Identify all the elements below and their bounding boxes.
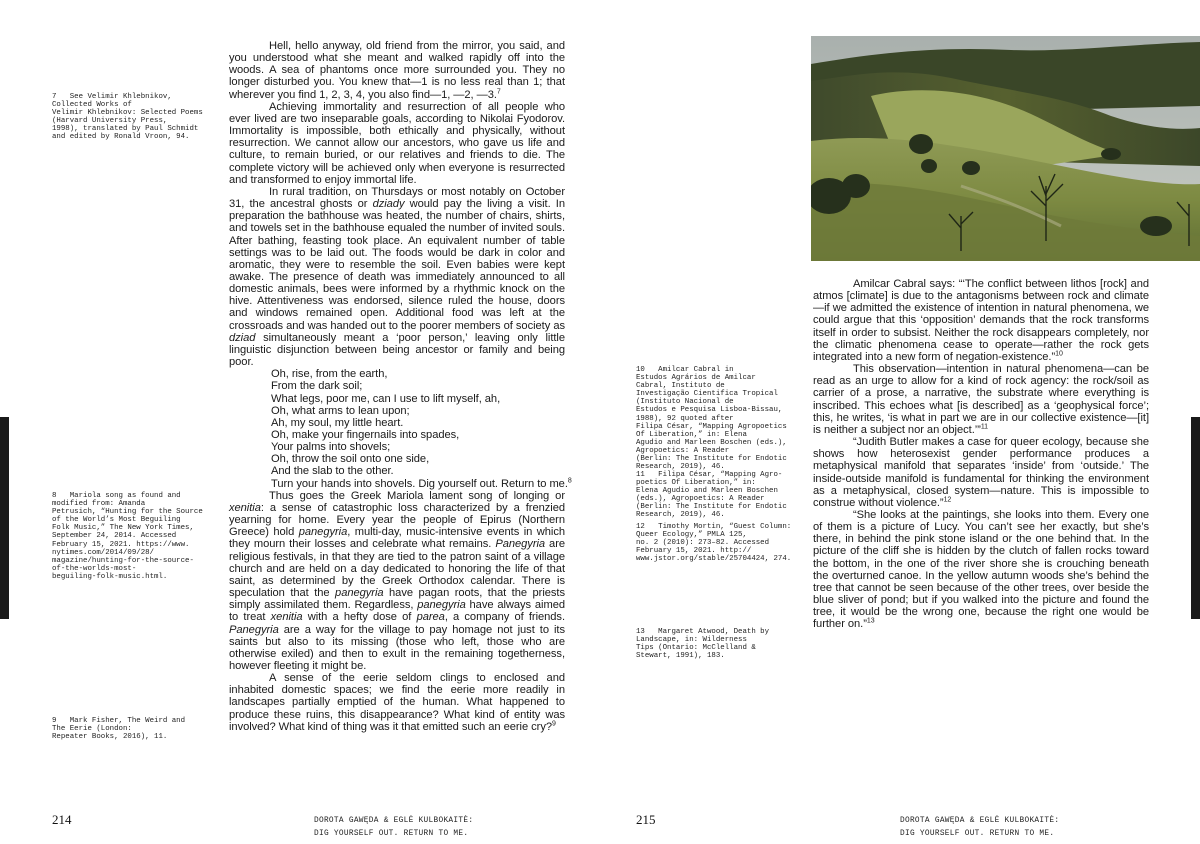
footnote-13: 13 Margaret Atwood, Death by Landscape, in: Wilderness Tips (Ontario: McClelland & Stewart, 1991), 183. (636, 628, 770, 661)
page-edge-tab-left (0, 417, 9, 619)
mariola-poem (271, 368, 572, 490)
poem-line: Oh, make your fingernails into spades, (271, 429, 460, 441)
paragraph: “Judith Butler makes a case for queer ecology, because she shows how heterosexist gender performance produces a metaphysical manifold that separates ‘inside’ from ‘outside.’ The inside-outside manifold is fundamental for thinking the environment as a metaphysical, closed system—nature. This is impossible to construe without violence.”$^{12}$ (813, 436, 1149, 509)
page-number-right: 215 (636, 812, 656, 827)
paragraph: In rural tradition, on Thursdays or most notably on October 31, the ancestral ghosts or dziady would pay the living a visit. In preparation the bathhouse was heated, the number of chairs, shirts, and towels set in the bathhouse equaled the number of invited souls. After bathing, feasting took place. An equivalent number of table settings was to be laid out. The foods would be dark in color and aromatic, they were to resemble the soil. Even babies were kept awake. The presence of death was immediately announced to all domestic animals, bees were informed by a rhythmic knock on the hive. Attentiveness was endorsed, silence ruled the house, doors and windows remained open. Additional food was left at the crossroads and was handed out to the poorer members of society as dziad simultaneously meant a ‘poor person,’ leaving only little linguistic disjunction between being ancestor or family and being poor. (229, 185, 566, 369)
paragraph: Amilcar Cabral says: “‘The conflict between lithos [rock] and atmos [climate] is due to the antagonisms between rock and climate—if we admitted the existence of intention in natural phenomena, we could argue that this ‘opposition’ demands that the rock transforms itself in order to subsist. Neither the rock disappears completely, nor the climatic phenomena cease to operate—rather the rock gets integrated into a new form of negation-existence.”$^{10}$ (813, 278, 1149, 363)
main-text-left (229, 40, 572, 733)
footnote-10: 10 Amilcar Cabral in Estudos Agrários de Amilcar Cabral, Instituto de Investigação Cientifica Tropical (Instituto Nacional de Estudos e Pesquisa Lisboa-Bissau, 1988), 92 quoted after Filipa César, “Mapping Agropoetics Of Liberation,” in: Elena Agudio and Marleen Boschen (eds.), Agropoetics: A Reader (Berlin: The Institute for Endotic Research, 2019), 46. (636, 366, 787, 472)
paragraph: A sense of the eerie seldom clings to enclosed and inhabited domestic spaces; we find the eerie more readily in landscapes partially emptied of the human. What happened to produce these ruins, this disappearance? What kind of entity was involved? What kind of thing was it that emitted such an eerie cry?$^9$ (229, 672, 565, 733)
running-head-left (314, 815, 473, 840)
landscape-photo (811, 36, 1200, 261)
page-edge-tab-right (1191, 417, 1200, 619)
footnote-7: 7 See Velimir Khlebnikov, Collected Works of Velimir Khlebnikov: Selected Poems (Harvard University Press, 1998), translated by Paul Schmidt and edited by Ronald Vroon, 94. (52, 93, 203, 142)
running-head-line: DOROTA GAWĘDA & EGLĖ KULBOKAITĖ: (314, 817, 474, 825)
landscape-image (811, 36, 1200, 261)
poem-line: Oh, what arms to lean upon; (271, 404, 410, 417)
footnote-12: 12 Timothy Mortin, “Guest Column: Queer Ecology,” PMLA 125, no. 2 (2010): 273–82. Accessed February 15, 2021. http:// www.jstor.org/stable/25704424, 274. (636, 523, 792, 564)
running-head-right (900, 815, 1059, 840)
paragraph: Thus goes the Greek Mariola lament song of longing or xenitia: a sense of catastrophic loss characterized by a frenzied yearning for home. Every year the people of Epirus (Northern Greece) hold panegyria, multi-day, music-intensive events in which they mourn their losses and celebrate what remains. Panegyria are religious festivals, in that they are tied to the patron saint of a village church and are held on a day dedicated to honoring the life of that saint, as determined by the Greek Orthodox calendar. There is speculation that the panegyria have pagan roots, that the priests simply assimilated them. Regardless, panegyria have always aimed to treat xenitia with a hefty dose of parea, a company of friends. Panegyria are a way for the village to pay homage not just to its saints but also to its missing (those who left, those who are otherwise exiled) and then to exult in the remaining togetherness, however fleeting it might be. (229, 489, 565, 672)
poem-line: And the slab to the other. (271, 465, 394, 478)
poem-line: Turn your hands into shovels. Dig yourself out. Return to me.$^8$ (271, 476, 572, 490)
running-head-line: DIG YOURSELF OUT. RETURN TO ME. (314, 829, 469, 838)
running-head-line: DOROTA GAWĘDA & EGLĖ KULBOKAITĖ: (900, 817, 1060, 825)
running-head-line: DIG YOURSELF OUT. RETURN TO ME. (900, 829, 1055, 838)
paragraph: Achieving immortality and resurrection of all people who ever lived are two inseparable goals, according to Nikolai Fyodorov. Immortality is impossible, both ethically and physically, without resurrection. We cannot allow our ancestors, who gave us life and culture, to remain buried, or our relatives and friends to die. The complete victory will be achieved only when everyone is resurrected and transformed to enjoy immortal life. (229, 100, 565, 186)
poem-line: From the dark soil; (271, 380, 363, 393)
page-number-left: 214 (52, 812, 72, 827)
paragraph: This observation—intention in natural phenomena—can be read as an urge to allow for a kind of rock agency: the rock/soil as carrier of a prose, a narrative, the substrate where everything is inscribed. This echoes what [is described] as a ‘geophysical force’; this, he writes, ‘is what in part we are in our collective existence—[it] is neither a subject nor an object.’”$^{11}$ (813, 363, 1149, 436)
poem-line: Ah, my soul, my little heart. (271, 416, 404, 429)
footnote-9: 9 Mark Fisher, The Weird and The Eerie (London: Repeater Books, 2016), 11. (52, 717, 186, 742)
footnote-8: 8 Mariola song as found and modified from: Amanda Petrusich, “Hunting for the Source of the World’s Most Beguiling Folk Music,” The New York Times, September 24, 2014. Accessed February 15, 2021. https://www. nytimes.com/2014/09/28/ magazine/hunting-for-the-source- of-the-worlds-most- beguiling-folk-music.html. (52, 492, 203, 581)
paragraph: Hell, hello anyway, old friend from the mirror, you said, and you understood what she meant and walked rapidly off into the woods. A sea of phantoms once more surrounded you. They no longer disturbed you. You knew that—1 is no less real than 1; that wherever you find 1, 2, 3, 4, you also find—1, —2, —3.$^7$ (229, 40, 565, 101)
footnote-11: 11 Filipa César, “Mapping Agro- poetics Of Liberation,” in: Elena Agudio and Marleen Boschen (eds.), Agropoetics: A Reader (Berlin: The Institute for Endotic Research, 2019), 46. (636, 471, 787, 520)
poem-line: Your palms into shovels; (271, 441, 391, 454)
poem-line: What legs, poor me, can I use to lift myself, ah, (271, 392, 501, 405)
poem-line: Oh, throw the soil onto one side, (271, 453, 430, 466)
poem-line: Oh, rise, from the earth, (271, 368, 388, 381)
paragraph: “She looks at the paintings, she looks into them. Every one of them is a picture of Lucy. You can’t see her exactly, but she’s there, in behind the pink stone island or the one behind that. In the picture of the cliff she is hidden by the clutch of fallen rocks toward the bottom, in the one of the river shore she is crouching beneath the overturned canoe. In the yellow autumn woods she’s behind the tree that cannot be seen because of the other trees, over beside the blue sliver of pond; but if you walked into the picture and found the tree, it would be the wrong one, because the right one would be further on.”$^{13}$ (813, 508, 1149, 631)
main-text-right (813, 278, 1149, 631)
